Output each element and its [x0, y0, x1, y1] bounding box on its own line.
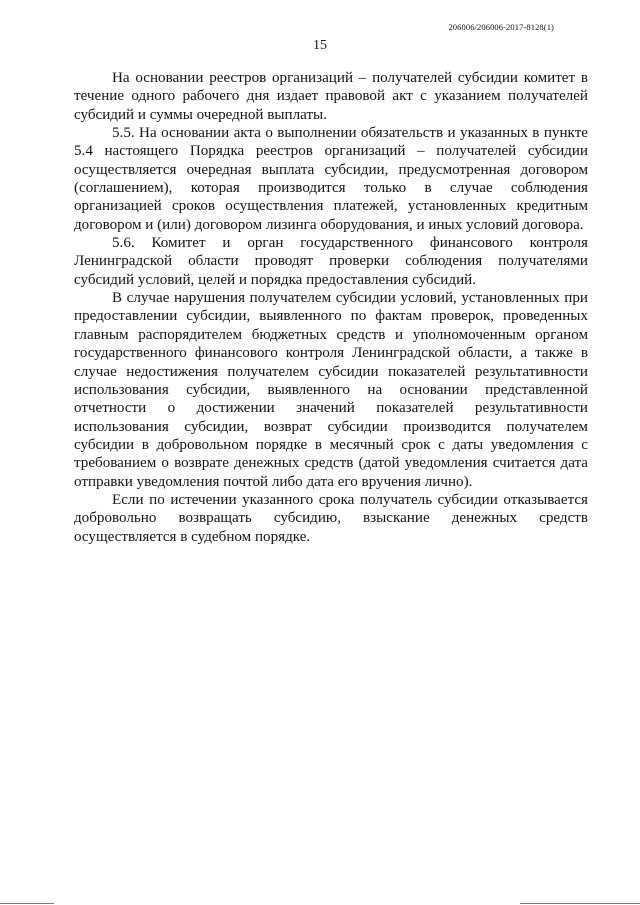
page-number: 15: [313, 38, 327, 53]
paragraph-court-recovery: Если по истечении указанного срока получатель субсидии отказывается добровольно возвращать субсидию, взыскание денежных средств осуществляется в судебном порядке.: [74, 491, 588, 545]
document-body: [74, 69, 588, 546]
paragraph-registry-act: На основании реестров организаций – получателей субсидии комитет в течение одного рабочего дня издает правовой акт с указанием получателей субсидий и суммы очередной выплаты.: [74, 70, 588, 123]
paragraph-5-6: 5.6. Комитет и орган государственного финансового контроля Ленинградской области проводят проверки соблюдения получателями субсидий условий, целей и порядка предоставления субсидий.: [74, 235, 588, 288]
paragraph-5-5: 5.5. На основании акта о выполнении обязательств и указанных в пункте 5.4 настоящего Порядка реестров организаций – получателей субсидии осуществляется очередная выплата субсидии, предусмотренная договором (соглашением), которая производится только в случае соблюдения организацией сроков осуществления платежей, установленных кредитным договором и (или) договором лизинга оборудования, и иных условий договора.: [74, 125, 588, 233]
scan-edge-mark-left: [0, 903, 54, 904]
scan-edge-mark-right: [520, 903, 640, 904]
paragraph-violation-refund: В случае нарушения получателем субсидии условий, установленных при предоставлении субсидии, выявленного по фактам проверок, проведенных главным распорядителем бюджетных средств и уполномоченным органом государственного финансового контроля Ленинградской области, а также в случае недостижения получателем субсидии показателей результативности использования субсидии, выявленного на основании представленной отчетности о достижении значений показателей результативности использования субсидии, возврат субсидии производится получателем субсидии в добровольном порядке в месячный срок с даты уведомления с требованием о возврате денежных средств (датой уведомления считается дата отправки уведомления почтой либо дата его вручения лично).: [74, 290, 588, 490]
document-code: 206006/206006-2017-8128(1): [448, 22, 554, 32]
